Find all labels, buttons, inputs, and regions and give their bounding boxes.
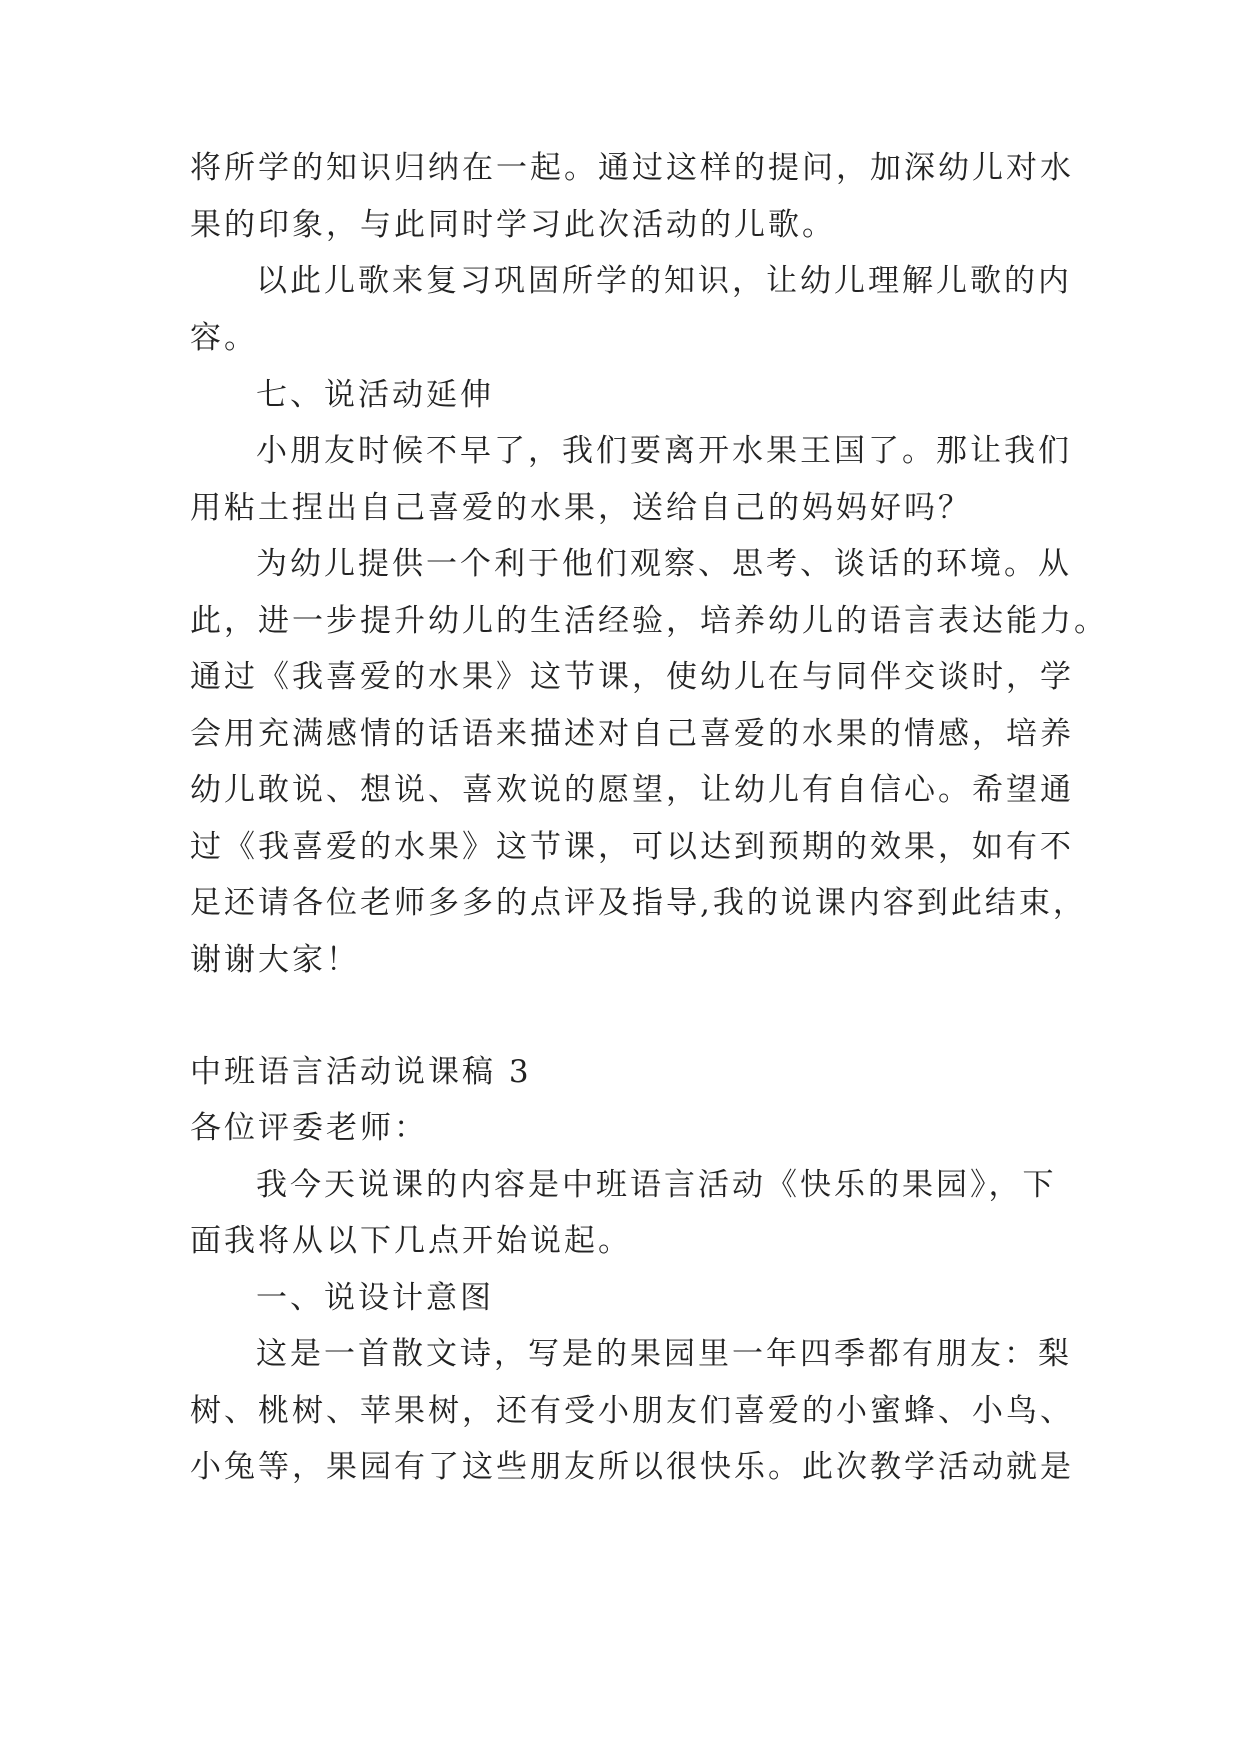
- paragraph-line: 会用充满感情的话语来描述对自己喜爱的水果的情感，培养: [190, 716, 1074, 752]
- paragraph-line: 用粘土捏出自己喜爱的水果，送给自己的妈妈好吗？: [190, 490, 972, 526]
- paragraph-line: 果的印象，与此同时学习此次活动的儿歌。: [190, 207, 836, 243]
- section-heading: 一、说设计意图: [256, 1280, 494, 1316]
- paragraph-line: 我今天说课的内容是中班语言活动《快乐的果园》，下: [256, 1167, 1057, 1203]
- paragraph-line: 为幼儿提供一个利于他们观察、思考、谈话的环境。从: [256, 546, 1072, 582]
- paragraph-line: 容。: [190, 320, 258, 356]
- paragraph-line: 谢谢大家！: [190, 942, 360, 978]
- paragraph-line: 小兔等，果园有了这些朋友所以很快乐。此次教学活动就是: [190, 1449, 1074, 1485]
- section-heading: 七、说活动延伸: [256, 377, 494, 413]
- document-title: 中班语言活动说课稿 3: [190, 1054, 532, 1090]
- salutation: 各位评委老师：: [190, 1110, 428, 1146]
- paragraph-line: 面我将从以下几点开始说起。: [190, 1223, 632, 1259]
- paragraph-line: 将所学的知识归纳在一起。通过这样的提问，加深幼儿对水: [190, 150, 1074, 186]
- paragraph-line: 幼儿敢说、想说、喜欢说的愿望，让幼儿有自信心。希望通: [190, 772, 1074, 808]
- paragraph-line: 以此儿歌来复习巩固所学的知识，让幼儿理解儿歌的内: [256, 263, 1072, 299]
- paragraph-line: 此，进一步提升幼儿的生活经验，培养幼儿的语言表达能力。: [190, 603, 1108, 639]
- paragraph-line: 通过《我喜爱的水果》这节课，使幼儿在与同伴交谈时，学: [190, 659, 1074, 695]
- paragraph-line: 足还请各位老师多多的点评及指导,我的说课内容到此结束，: [190, 885, 1087, 921]
- paragraph-line: 过《我喜爱的水果》这节课，可以达到预期的效果，如有不: [190, 829, 1074, 865]
- paragraph-line: 树、桃树、苹果树，还有受小朋友们喜爱的小蜜蜂、小鸟、: [190, 1393, 1074, 1429]
- paragraph-line: 这是一首散文诗，写是的果园里一年四季都有朋友：梨: [256, 1336, 1072, 1372]
- paragraph-line: 小朋友时候不早了，我们要离开水果王国了。那让我们: [256, 433, 1072, 469]
